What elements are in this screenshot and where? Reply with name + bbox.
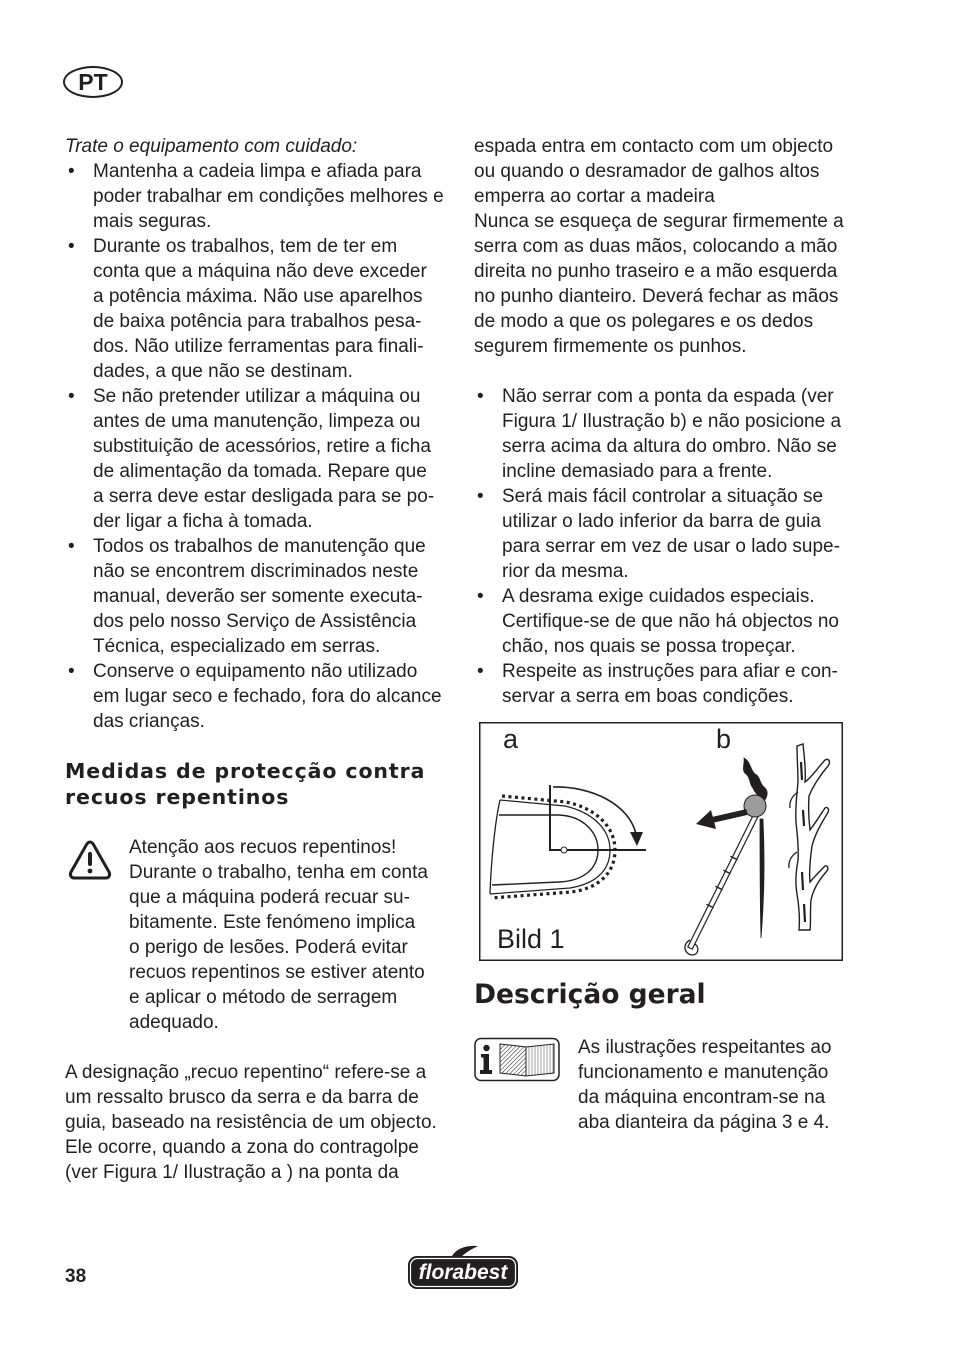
bullet-text: [502, 659, 841, 709]
text-line: incline demasiado para a frente.: [502, 461, 773, 482]
text-line: Durante os trabalhos, tem de ter em: [93, 236, 398, 257]
bullet-marker: •: [68, 661, 75, 682]
logo-text: florabest: [418, 1261, 508, 1284]
text-line: Conserve o equipamento não utilizado: [93, 661, 418, 682]
text-line: não se encontrem discriminados neste: [93, 561, 419, 582]
text-line: utilizar o lado inferior da barra de guia: [502, 511, 821, 532]
text-line: manual, deverão ser somente executa-: [93, 586, 423, 607]
text-line: das crianças.: [93, 711, 205, 732]
text-line: Não serrar com a ponta da espada (ver: [502, 386, 834, 407]
text-line: rior da mesma.: [502, 561, 629, 582]
kickback-continued-paragraph: [474, 134, 844, 359]
text-line: mais seguras.: [93, 211, 212, 232]
bullet-marker: •: [477, 486, 484, 507]
bullet-marker: •: [68, 236, 75, 257]
figure-label-a: a: [503, 724, 519, 754]
text-line: Nunca se esqueça de segurar firmemente a: [474, 211, 844, 232]
bullet-item: [474, 584, 841, 659]
bullet-text: [93, 159, 444, 234]
bullet-item: [65, 659, 444, 734]
illustrations-note: [578, 1035, 831, 1135]
warning-triangle-icon: [67, 838, 113, 882]
bullet-item: [65, 159, 444, 234]
text-line: funcionamento e manutenção: [578, 1062, 829, 1083]
text-line: Será mais fácil controlar a situação se: [502, 486, 824, 507]
bullet-marker: •: [477, 661, 484, 682]
text-line: A designação „recuo repentino“ refere-se a: [65, 1062, 427, 1083]
text-line: A desrama exige cuidados especiais.: [502, 586, 815, 607]
text-line: um ressalto brusco da serra e da barra de: [65, 1087, 419, 1108]
text-line: Certifique-se de que não há objectos no: [502, 611, 839, 632]
text-line: a serra deve estar desligada para se po-: [93, 486, 435, 507]
text-line: As ilustrações respeitantes ao: [578, 1037, 832, 1058]
text-line: Figura 1/ Ilustração b) e não posicione a: [502, 411, 842, 432]
text-line: Respeite as instruções para afiar e con-: [502, 661, 838, 682]
text-line: espada entra em contacto com um objecto: [474, 136, 834, 157]
text-line: recuos repentinos se estiver atento: [129, 962, 425, 983]
text-line: der ligar a ficha à tomada.: [93, 511, 313, 532]
text-line: Técnica, especializado em serras.: [93, 636, 381, 657]
text-line: ou quando o desramador de galhos altos: [474, 161, 820, 182]
brand-logo: [407, 1244, 519, 1290]
text-line: recuos repentinos: [65, 785, 290, 809]
kickback-section-heading: [65, 758, 425, 810]
text-line: segurem firmemente os punhos.: [474, 336, 747, 357]
bullet-item: [474, 659, 841, 709]
text-line: da máquina encontram-se na: [578, 1087, 826, 1108]
text-line: que a máquina poderá recuar su-: [129, 887, 410, 908]
text-line: Durante o trabalho, tenha em conta: [129, 862, 428, 883]
text-line: guia, baseado na resistência de um objecto.: [65, 1112, 437, 1133]
text-line: o perigo de lesões. Poderá evitar: [129, 937, 408, 958]
bullet-marker: •: [68, 536, 75, 557]
text-line: Mantenha a cadeia limpa e afiada para: [93, 161, 422, 182]
text-line: direita no punho traseiro e a mão esquerda: [474, 261, 838, 282]
bullet-item: [474, 484, 841, 584]
care-bullet-list: [65, 159, 444, 734]
text-line: dos. Não utilize ferramentas para finali-: [93, 336, 424, 357]
figure-1-illustration: [479, 722, 843, 961]
text-line: (ver Figura 1/ Ilustração a ) na ponta da: [65, 1162, 399, 1183]
text-line: Atenção aos recuos repentinos!: [129, 837, 397, 858]
text-line: dades, a que não se destinam.: [93, 361, 353, 382]
bullet-item: [65, 384, 444, 534]
text-line: Ele ocorre, quando a zona do contragolpe: [65, 1137, 419, 1158]
bullet-marker: •: [477, 586, 484, 607]
bullet-text: [93, 234, 444, 384]
text-line: aba dianteira da página 3 e 4.: [578, 1112, 830, 1133]
info-book-icon: [474, 1037, 560, 1083]
bullet-text: [502, 584, 841, 659]
bullet-item: [65, 534, 444, 659]
text-line: de baixa potência para trabalhos pesa-: [93, 311, 422, 332]
kickback-definition-paragraph: [65, 1060, 437, 1185]
bullet-text: [93, 534, 444, 659]
text-line: substituição de acessórios, retire a ficha: [93, 436, 431, 457]
care-instructions: [65, 134, 444, 734]
text-line: serra com as duas mãos, colocando a mão: [474, 236, 838, 257]
text-line: adequado.: [129, 1012, 219, 1033]
text-line: de modo a que os polegares e os dedos: [474, 311, 814, 332]
text-line: poder trabalhar em condições melhores e: [93, 186, 444, 207]
text-line: Se não pretender utilizar a máquina ou: [93, 386, 421, 407]
general-description-heading: Descrição geral: [474, 979, 706, 1010]
figure-caption: Bild 1: [497, 924, 565, 954]
text-line: no punho dianteiro. Deverá fechar as mãos: [474, 286, 839, 307]
safety-bullet-list: [474, 384, 841, 709]
page-number: 38: [65, 1266, 87, 1287]
text-line: e aplicar o método de serragem: [129, 987, 398, 1008]
text-line: emperra ao cortar a madeira: [474, 186, 715, 207]
bullet-marker: •: [477, 386, 484, 407]
text-line: chão, nos quais se possa tropeçar.: [502, 636, 796, 657]
bullet-marker: •: [68, 386, 75, 407]
text-line: servar a serra em boas condições.: [502, 686, 794, 707]
text-line: antes de uma manutenção, limpeza ou: [93, 411, 421, 432]
text-line: Todos os trabalhos de manutenção que: [93, 536, 426, 557]
text-line: dos pelo nosso Serviço de Assistência: [93, 611, 417, 632]
bullet-text: [502, 384, 841, 484]
text-line: a potência máxima. Não use aparelhos: [93, 286, 423, 307]
bullet-marker: •: [68, 161, 75, 182]
text-line: bitamente. Este fenómeno implica: [129, 912, 416, 933]
bullet-item: [65, 234, 444, 384]
text-line: conta que a máquina não deve exceder: [93, 261, 427, 282]
care-intro: Trate o equipamento com cuidado:: [65, 136, 358, 157]
figure-label-b: b: [716, 724, 732, 754]
bullet-text: [502, 484, 841, 584]
text-line: de alimentação da tomada. Repare que: [93, 461, 427, 482]
text-line: serra acima da altura do ombro. Não se: [502, 436, 837, 457]
bullet-text: [93, 384, 444, 534]
bullet-text: [93, 659, 444, 734]
text-line: Medidas de protecção contra: [65, 759, 426, 783]
language-badge: PT: [63, 66, 123, 98]
bullet-item: [474, 384, 841, 484]
kickback-warning-text: [129, 835, 428, 1035]
text-line: em lugar seco e fechado, fora do alcance: [93, 686, 442, 707]
text-line: para serrar em vez de usar o lado supe-: [502, 536, 840, 557]
